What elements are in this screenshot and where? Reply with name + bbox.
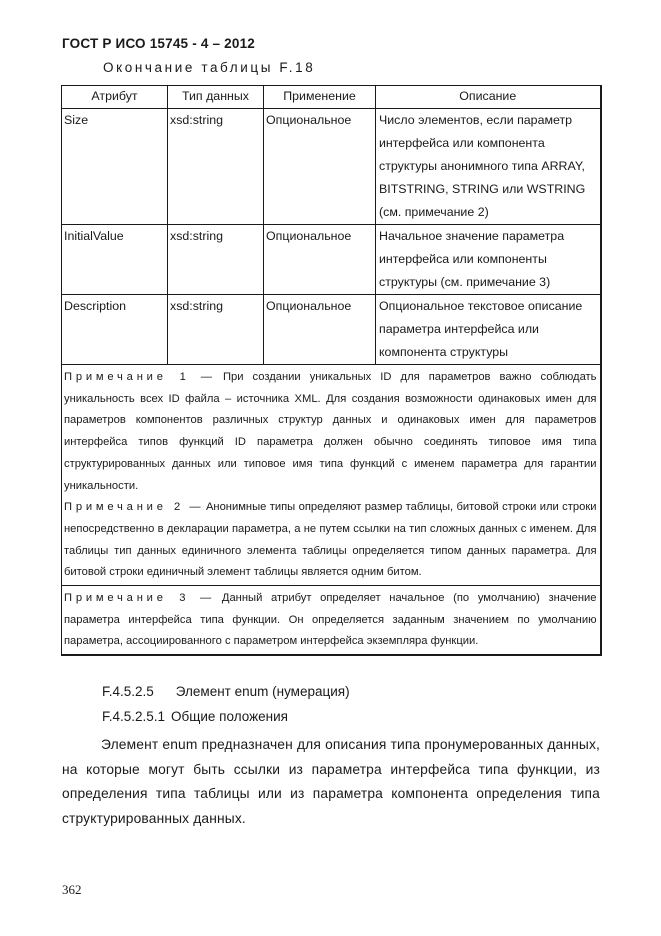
cell-type: xsd:string: [168, 225, 264, 295]
cell-description: Опциональное текстовое описание параметра интерфейса или компонента структуры: [376, 295, 601, 365]
column-header-attribute: Атрибут: [62, 86, 168, 109]
subsection-number: F.4.5.2.5.1: [102, 709, 166, 724]
subsection-title: Общие положения: [171, 709, 288, 724]
cell-usage: Опциональное: [264, 225, 376, 295]
column-header-usage: Применение: [264, 86, 376, 109]
body-paragraph: Элемент enum предназначен для описания типа пронумерованных данных, на которые могут быть ссылки из параметра интерфейса типа функции, из определения типа таблицы или из параметра компонента определения типа структурированных данных.: [62, 737, 600, 826]
attributes-table: [61, 85, 602, 656]
cell-attribute: InitialValue: [62, 225, 168, 295]
note-label: Примечание 3: [64, 592, 190, 605]
document-header: ГОСТ Р ИСО 15745 - 4 – 2012: [62, 36, 255, 51]
table-row: [62, 225, 601, 295]
note-label: Примечание 1: [64, 371, 190, 383]
note-dash: —: [189, 501, 201, 514]
cell-attribute: Description: [62, 295, 168, 365]
table-caption: Окончание таблицы F.18: [103, 60, 316, 75]
table-note-row: [62, 365, 601, 586]
cell-attribute: Size: [62, 109, 168, 225]
table-row: [62, 109, 601, 225]
cell-usage: Опциональное: [264, 109, 376, 225]
note-text: Данный атрибут определяет начальное (по умолчанию) значение параметра интерфейса типа функции. Он определяется заданным значением по умолчанию параметра, ассоциированного с параметром интерфейса экземпляра функции.: [64, 592, 597, 648]
cell-description: Число элементов, если параметр интерфейса или компонента структуры анонимного типа ARRAY, BITSTRING, STRING или WSTRING (см. примечание 2): [376, 109, 601, 225]
column-header-type: Тип данных: [168, 86, 264, 109]
subsection-heading: [102, 709, 288, 724]
note-1: [62, 365, 601, 586]
table-header-row: [62, 86, 601, 109]
section-title: Элемент enum (нумерация): [175, 684, 350, 699]
page-number: 362: [62, 882, 82, 897]
note-dash: —: [200, 371, 212, 383]
note-3: [62, 586, 601, 656]
table-note-row: [62, 586, 601, 656]
note-text: При создании уникальных ID для параметров важно соблюдать уникальность всех ID файла – источника XML. Для создания возможности одинаковых имен для параметров компонентов различных структур данных и одинаковых имен для параметров интерфейса типов функций ID параметра должен обычно соединять типовое имя типа структурированных данных или типовое имя типа функций с именем параметра для гарантии уникальности.: [64, 371, 597, 492]
cell-type: xsd:string: [168, 109, 264, 225]
cell-usage: Опциональное: [264, 295, 376, 365]
column-header-description: Описание: [376, 86, 601, 109]
section-heading: [102, 684, 350, 699]
note-label: Примечание 2: [64, 501, 184, 514]
section-number: F.4.5.2.5: [102, 684, 154, 699]
note-text: Анонимные типы определяют размер таблицы, битовой строки или строки непосредственно в декларации параметра, а не путем ссылки на тип сложных данных с именем. Для таблицы тип данных единичного элемента таблицы определяется типом данных параметра. Для битовой строки единичный элемент таблицы является одним битом.: [64, 501, 597, 579]
note-dash: —: [199, 592, 212, 605]
cell-type: xsd:string: [168, 295, 264, 365]
cell-description: Начальное значение параметра интерфейса или компоненты структуры (см. примечание 3): [376, 225, 601, 295]
table-row: [62, 295, 601, 365]
